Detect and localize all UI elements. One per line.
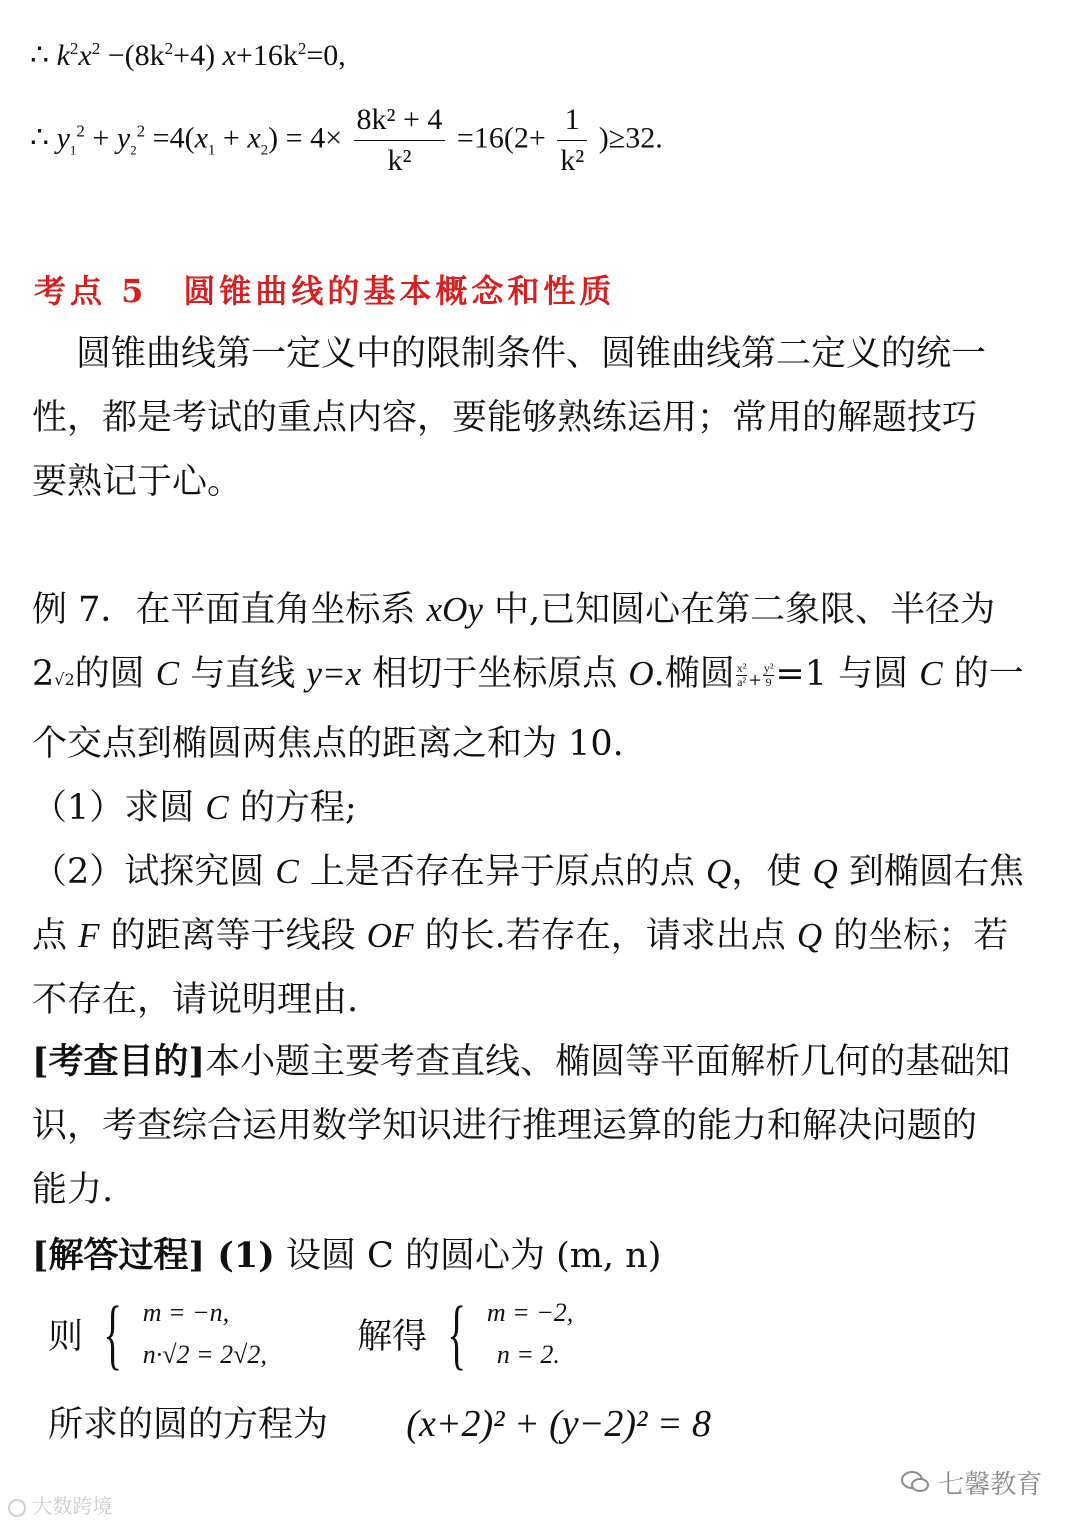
- example-line-1: [32, 578, 1024, 642]
- math-var: O: [628, 654, 654, 693]
- sub: 1: [69, 142, 77, 158]
- watermark-logo-icon: [8, 1499, 26, 1517]
- example-line-2: [32, 642, 1024, 712]
- text: .椭圆: [653, 654, 735, 694]
- solution-header: [32, 1224, 661, 1288]
- para-line: 圆锥曲线第一定义中的限制条件、圆锥曲线第二定义的统一: [76, 334, 987, 374]
- op: =4(: [152, 121, 195, 155]
- equation: m = −n,: [142, 1298, 230, 1327]
- term: +4): [173, 39, 216, 72]
- text: （1）求圆: [32, 788, 206, 828]
- math-var: C: [205, 788, 229, 827]
- question-2-line-3: 不存在，请说明理由.: [32, 980, 359, 1020]
- fraction-denominator: k²: [560, 144, 585, 177]
- text: 例 7．在平面直角坐标系: [32, 590, 427, 630]
- text: 的方程;: [228, 788, 357, 828]
- math-var: C: [919, 654, 943, 693]
- text: 与直线: [179, 654, 307, 694]
- wechat-icon: [900, 1469, 930, 1502]
- equation: m = −2,: [486, 1298, 574, 1327]
- text: ，使: [731, 852, 813, 892]
- var-x: x: [78, 39, 92, 72]
- fraction: [557, 100, 587, 181]
- var-x: x: [247, 121, 261, 155]
- math-var: xOy: [426, 590, 483, 629]
- term: =0,: [306, 39, 346, 72]
- var-y: y: [56, 121, 70, 155]
- math-var: C: [275, 852, 299, 891]
- example-7: [32, 578, 1024, 1032]
- question-2-line-1: [32, 840, 1024, 904]
- text: 的坐标；若: [822, 916, 1009, 956]
- derivation-line-1: [30, 38, 346, 73]
- para-line: 要熟记于心。: [32, 462, 243, 502]
- purpose-label: [考查目的]: [32, 1041, 206, 1082]
- fraction-numerator: x²: [736, 661, 747, 675]
- op: −(: [107, 39, 135, 72]
- text: 到椭圆右焦: [837, 852, 1024, 892]
- var-k: k: [56, 39, 70, 72]
- brace: {: [103, 1290, 123, 1377]
- text: 解得: [357, 1317, 428, 1357]
- example-line-3: 个交点到椭圆两焦点的距离之和为 10.: [32, 724, 624, 764]
- fraction-denominator: k²: [387, 144, 412, 177]
- text: 则: [48, 1317, 84, 1357]
- section-heading: 考点 5 圆锥曲线的基本概念和性质: [34, 272, 616, 310]
- watermark-text: 大数跨境: [32, 1494, 113, 1518]
- fraction: [736, 662, 748, 689]
- purpose-block: [32, 1030, 1010, 1222]
- term: )≥32.: [598, 121, 663, 155]
- text: 的圆: [74, 654, 156, 694]
- purpose-line-2: 识，考查综合运用数学知识进行推理运算的能力和解决问题的: [32, 1106, 978, 1146]
- exp: 2: [136, 121, 146, 141]
- text: 点: [32, 916, 79, 956]
- text: 的一: [942, 654, 1024, 694]
- sqrt: √2: [54, 670, 75, 689]
- op: +: [748, 670, 762, 689]
- text: （2）试探究圆: [32, 852, 276, 892]
- fraction: [763, 662, 775, 689]
- op: +: [92, 121, 110, 155]
- text: 2: [32, 654, 55, 694]
- text: 的距离等于线段: [99, 916, 367, 956]
- op: +: [222, 121, 240, 155]
- term: (2+: [503, 121, 546, 155]
- math-var: Q: [796, 916, 823, 955]
- text: 相切于坐标原点: [361, 654, 629, 694]
- text: =1 与圆: [775, 654, 920, 694]
- var-x: x: [194, 121, 208, 155]
- fraction-denominator: a²: [737, 675, 747, 689]
- fraction-numerator: 8k² + 4: [354, 100, 446, 141]
- sub: 2: [260, 142, 269, 159]
- equation-system-2: [487, 1292, 573, 1376]
- math-var: C: [155, 654, 180, 693]
- fraction-denominator: 9: [765, 675, 772, 689]
- exp: 2: [76, 121, 85, 141]
- text: 设圆 C 的圆心为 (m, n): [274, 1236, 662, 1276]
- solution-systems: [48, 1292, 573, 1376]
- term: +16k: [235, 39, 298, 72]
- exp: 2: [164, 39, 174, 58]
- term: =16: [456, 121, 504, 155]
- math-var: Q: [812, 852, 838, 891]
- watermark-right: [900, 1464, 1042, 1502]
- math-var: y=x: [306, 654, 362, 693]
- equation: n·√2 = 2√2,: [142, 1340, 267, 1369]
- derivation-line-2: [30, 100, 663, 181]
- var-x: x: [222, 39, 236, 72]
- fraction-numerator: y²: [763, 661, 774, 675]
- exp: 2: [69, 39, 79, 58]
- fraction: [354, 100, 446, 181]
- question-2-line-2: [32, 904, 1024, 968]
- watermark-text: 七馨教育: [938, 1470, 1043, 1500]
- purpose-line-3: 能力.: [32, 1170, 114, 1210]
- purpose-line-1: [32, 1030, 1010, 1094]
- section-paragraph: [32, 322, 986, 514]
- para-line: 性，都是考试的重点内容，要能够熟练运用；常用的解题技巧: [32, 398, 978, 438]
- exp: 2: [91, 39, 101, 58]
- therefore-symbol: ∴: [30, 121, 50, 155]
- text: 上是否存在异于原点的点: [298, 852, 707, 892]
- answer-equation: (x+2)² + (y−2)² = 8: [406, 1403, 712, 1445]
- math-var: F: [78, 916, 100, 955]
- brace: {: [447, 1290, 467, 1377]
- equation-system-1: [143, 1292, 267, 1376]
- op: ) = 4×: [268, 121, 342, 155]
- fraction-numerator: 1: [557, 100, 587, 141]
- math-var: OF: [366, 916, 414, 955]
- text: 本小题主要考查直线、椭圆等平面解析几何的基础知: [205, 1042, 1011, 1082]
- question-1: [32, 776, 1024, 840]
- solution-answer: [48, 1394, 711, 1455]
- text: 所求的圆的方程为: [48, 1405, 329, 1445]
- sub: 2: [130, 142, 137, 158]
- text: 的长.若存在，请求出点: [413, 916, 797, 956]
- exp: 2: [297, 39, 307, 58]
- term: 8k: [134, 39, 165, 72]
- watermark-left: [8, 1490, 112, 1519]
- sub: 1: [207, 142, 216, 159]
- solution-label: [解答过程] (1): [32, 1235, 275, 1276]
- equation: n = 2.: [496, 1340, 560, 1369]
- therefore-symbol: ∴: [30, 39, 50, 72]
- var-y: y: [116, 121, 131, 155]
- math-var: Q: [706, 852, 732, 891]
- text: 中,已知圆心在第二象限、半径为: [482, 590, 996, 630]
